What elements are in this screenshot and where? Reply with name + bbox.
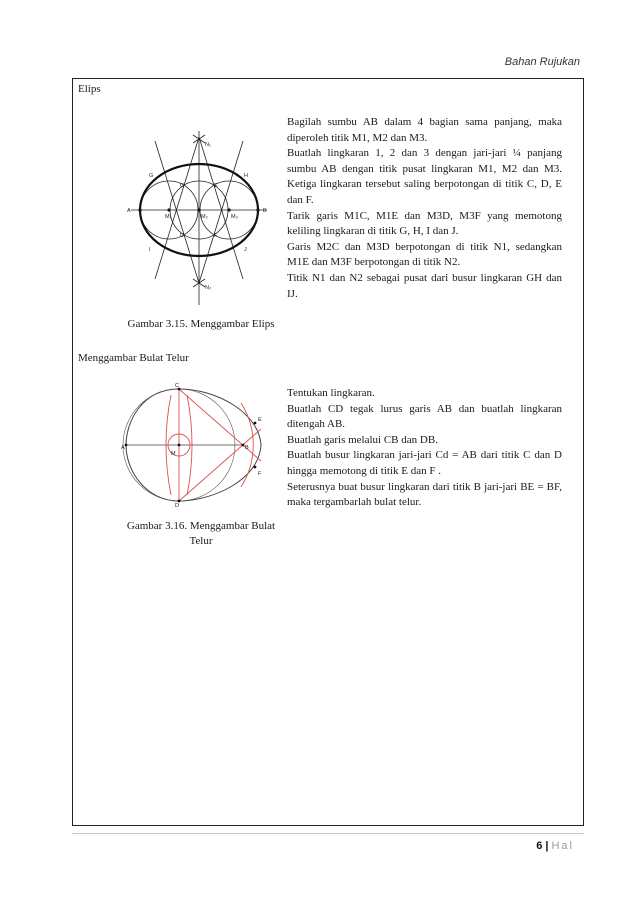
elips-instructions: [287, 115, 562, 302]
label-a: A: [127, 208, 131, 214]
running-header: Bahan Rujukan: [504, 56, 580, 68]
page-footer: [536, 840, 574, 852]
page-number: 6: [536, 840, 543, 852]
elips-step-5: Titik N1 dan N2 sebagai pusat dari busur lingkaran GH dan IJ.: [287, 271, 562, 300]
elips-step-1: Bagilah sumbu AB dalam 4 bagian sama panjang, maka diperoleh titik M1, M2 dan M3.: [287, 116, 562, 144]
label-m2: M₂: [201, 214, 208, 220]
bulat-telur-instructions: [287, 386, 562, 511]
label-j: J: [244, 247, 247, 253]
label-c: C: [180, 183, 184, 189]
telur-step-1: Tentukan lingkaran.: [287, 387, 375, 399]
label-n2: N₂: [205, 285, 212, 291]
label-m: M: [171, 451, 176, 457]
section-title-bulat-telur: Menggambar Bulat Telur: [78, 352, 189, 364]
telur-step-5: Seterusnya buat busur lingkaran dari titik B jari-jari BE = BF, maka tergambarlah bulat telur.: [287, 480, 562, 509]
label-d: D: [175, 503, 179, 507]
caption-figure-3-15: Gambar 3.15. Menggambar Elips: [127, 318, 275, 330]
telur-step-4: Buatlah busur lingkaran jari-jari Cd = AB dari titik C dan D hingga memotong di titik E dan F .: [287, 449, 562, 477]
label-d: D: [180, 233, 184, 239]
label-f: F: [214, 233, 218, 239]
label-i: I: [149, 247, 151, 253]
label-f: F: [258, 471, 262, 477]
label-a: A: [121, 445, 125, 451]
label-n1: N₁: [205, 142, 211, 148]
label-c: C: [175, 383, 179, 389]
caption-figure-3-16: Gambar 3.16. Menggambar Bulat Telur: [126, 520, 276, 547]
figure-egg-construction: [121, 383, 271, 507]
label-b: B: [263, 208, 267, 214]
label-m1: M₁: [165, 214, 172, 220]
telur-step-3: Buatlah garis melalui CB dan DB.: [287, 433, 438, 446]
footer-divider: [72, 833, 584, 834]
section-title-elips: Elips: [78, 83, 101, 95]
content-frame: [72, 78, 584, 826]
telur-step-2: Buatlah CD tegak lurus garis AB dan buatlah lingkaran ditengah AB.: [287, 402, 562, 431]
elips-step-2: Buatlah lingkaran 1, 2 dan 3 dengan jari-jari ¼ panjang sumbu AB dengan titik pusat lingkaran M1, M2 dan M3. Ketiga lingkaran tersebut saling berpotongan di titik C, D, E dan F.: [287, 147, 562, 206]
label-b: B: [245, 445, 249, 451]
label-m3: M₃: [231, 214, 238, 220]
elips-step-3: Tarik garis M1C, M1E dan M3D, M3F yang memotong keliling lingkaran di titik G, H, I dan J.: [287, 209, 562, 238]
label-h: H: [244, 173, 248, 179]
elips-step-4: Garis M2C dan M3D berpotongan di titik N1, sedangkan M1E dan M3F berpotongan di titik N2.: [287, 240, 562, 269]
figure-ellipse-construction: [125, 129, 273, 307]
footer-label: Hal: [551, 840, 574, 852]
footer-separator: |: [545, 840, 549, 852]
label-e: E: [214, 183, 218, 189]
label-g: G: [149, 173, 154, 179]
label-e: E: [258, 417, 262, 423]
